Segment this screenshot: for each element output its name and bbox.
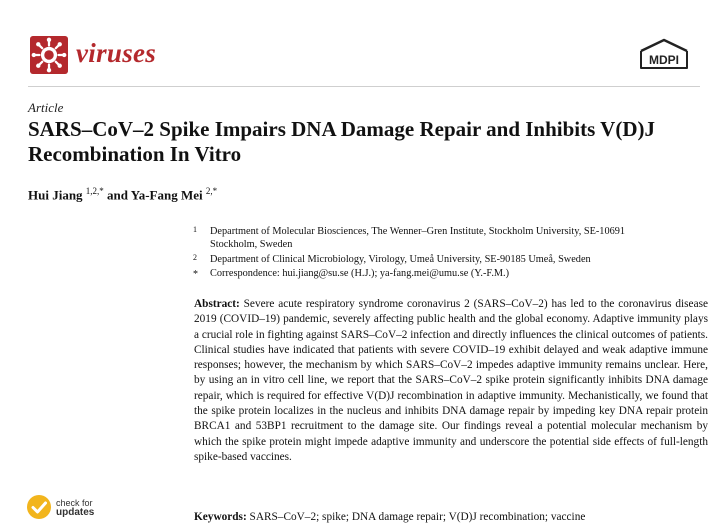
correspondence-text: Correspondence: hui.jiang@su.se (H.J.); ya-fang.mei@umu.se (Y.-F.M.) <box>210 268 510 279</box>
affiliation-mark: 2 <box>193 253 197 262</box>
author-name: Ya-Fang Mei <box>130 187 203 203</box>
author-affiliation-marks: 2,* <box>205 186 218 196</box>
article-title: SARS–CoV–2 Spike Impairs DNA Damage Repair and Inhibits V(D)J Recombination In Vitro <box>28 117 655 166</box>
affiliation-text: Department of Molecular Biosciences, The Wenner–Gren Institute, Stockholm University, SE-10691 Stockholm, Sweden <box>210 226 626 250</box>
author-joiner: and <box>103 187 131 203</box>
author-name: Hui Jiang <box>28 187 83 203</box>
correspondence-mark: * <box>193 269 198 280</box>
keywords-text: SARS–CoV–2; spike; DNA damage repair; V(D)J recombination; vaccine <box>249 511 586 523</box>
check-for-updates-icon[interactable] <box>26 494 52 520</box>
keywords <box>194 511 708 523</box>
publisher-logo-text: MDPI <box>649 53 679 67</box>
publisher-logo <box>637 38 691 74</box>
author-affiliation-marks: 1,2,* <box>85 186 104 196</box>
affiliation-mark: 1 <box>193 225 197 234</box>
updates-line-2: updates <box>56 507 95 518</box>
abstract-label: Abstract: <box>194 298 240 310</box>
article-type: Article <box>28 100 64 115</box>
affiliation-text: Department of Clinical Microbiology, Virology, Umeå University, SE-90185 Umeå, Sweden <box>210 254 591 265</box>
abstract-text: Severe acute respiratory syndrome coronavirus 2 (SARS–CoV–2) has led to the coronavirus disease 2019 (COVID–19) pandemic, severely affecting public health and the global economy. Adaptive immunity plays a crucial role in fighting against SARS–CoV–2 infection and directly influences the clinical outcomes of patients. Clinical studies have indicated that patients with severe COVID–19 exhibit delayed and weak adaptive immune responses; however, the mechanism by which SARS–CoV–2 impedes adaptive immunity remains unclear. Here, by using an in vitro cell line, we report that the SARS–CoV–2 spike protein significantly inhibits DNA damage repair, which is required for effective V(D)J recombination in adaptive immunity. Mechanistically, we found that the spike protein localizes in the nucleus and inhibits DNA damage repair by impeding key DNA repair protein BRCA1 and 53BP1 recruitment to the damage site. Our findings reveal a potential molecular mechanism by which the spike protein might impede adaptive immunity and underscore the potential side effects of full-length spike-based vaccines. <box>194 298 709 463</box>
author-list <box>28 186 217 203</box>
check-for-updates-link[interactable] <box>56 498 94 518</box>
affiliation-item <box>193 225 633 251</box>
header-divider <box>28 86 700 87</box>
affiliation-item <box>193 253 633 266</box>
updates-line-1: check for <box>56 498 93 508</box>
journal-name: viruses <box>76 38 157 68</box>
abstract <box>194 297 708 465</box>
keywords-label: Keywords: <box>194 511 247 523</box>
journal-logo-icon <box>30 36 68 74</box>
correspondence-item <box>193 267 633 280</box>
